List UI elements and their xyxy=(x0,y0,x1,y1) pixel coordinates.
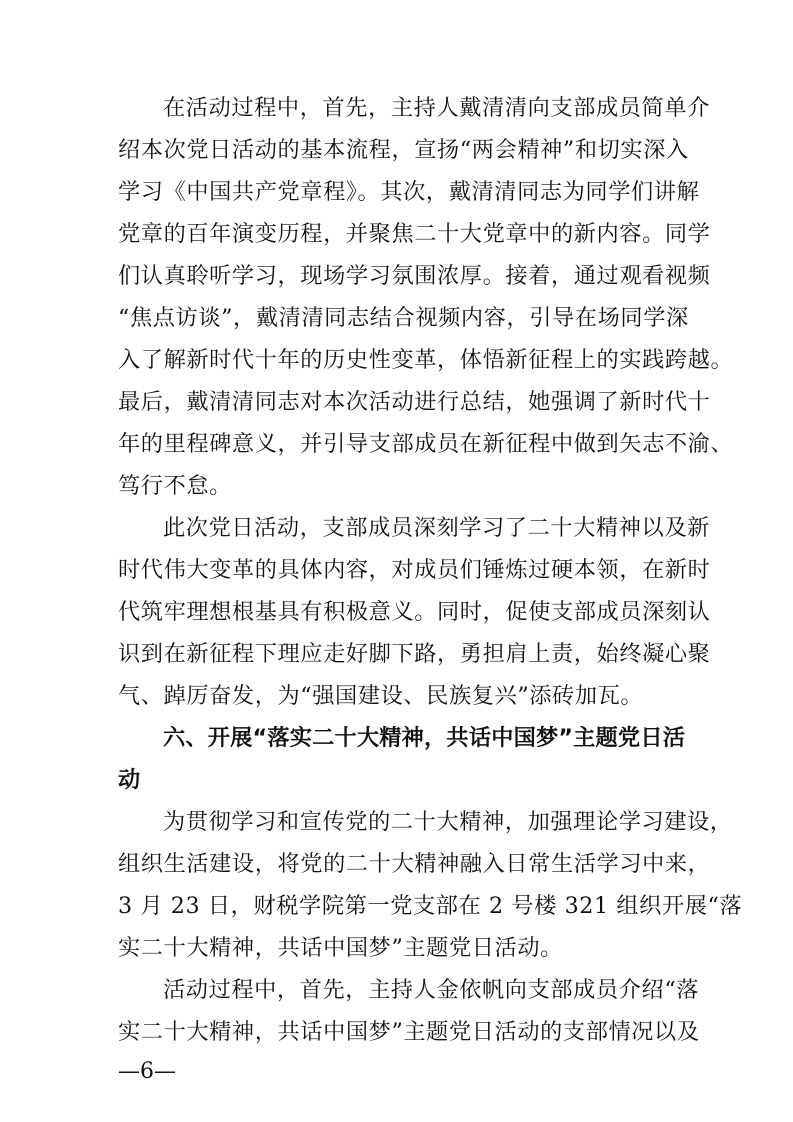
paragraph-4-line-2: 实二十大精神，共话中国梦”主题党日活动的支部情况以及 xyxy=(118,1019,700,1045)
paragraph-1-line-5: 们认真聆听学习，现场学习氛围浓厚。接着，通过观看视频 xyxy=(118,263,711,289)
paragraph-1-line-10: 笃行不怠。 xyxy=(118,473,232,499)
paragraph-3-line-4: 实二十大精神，共话中国梦”主题党日活动。 xyxy=(118,935,563,961)
paragraph-1-line-4: 党章的百年演变历程，并聚焦二十大党章中的新内容。同学 xyxy=(118,221,711,247)
paragraph-2-line-2: 时代伟大变革的具体内容，对成员们锤炼过硬本领，在新时 xyxy=(118,557,711,583)
paragraph-3-line-2: 组织生活建设，将党的二十大精神融入日常生活学习中来， xyxy=(118,851,711,877)
paragraph-2-line-5: 气、踔厉奋发，为“强国建设、民族复兴”添砖加瓦。 xyxy=(118,683,644,709)
paragraph-1-line-8: 最后，戴清清同志对本次活动进行总结，她强调了新时代十 xyxy=(118,389,711,415)
paragraph-3-line-1: 为贯彻学习和宣传党的二十大精神，加强理论学习建设， xyxy=(163,809,733,835)
paragraph-1-line-6: “焦点访谈”，戴清清同志结合视频内容，引导在场同学深 xyxy=(118,305,689,331)
paragraph-3-line-3: 3 月 23 日，财税学院第一党支部在 2 号楼 321 组织开展“落 xyxy=(118,893,743,919)
paragraph-2-line-4: 识到在新征程下理应走好脚下路，勇担肩上责，始终凝心聚 xyxy=(118,641,711,667)
paragraph-2-line-3: 代筑牢理想根基具有积极意义。同时，促使支部成员深刻认 xyxy=(118,599,711,625)
section-heading-line-1: 六、开展“落实二十大精神，共话中国梦”主题党日活 xyxy=(163,725,686,751)
paragraph-1-line-7: 入了解新时代十年的历史性变革，体悟新征程上的实践跨越。 xyxy=(118,347,734,373)
section-heading-line-2: 动 xyxy=(118,767,141,793)
paragraph-1-line-1: 在活动过程中，首先，主持人戴清清向支部成员简单介 xyxy=(163,95,710,121)
paragraph-1-line-9: 年的里程碑意义，并引导支部成员在新征程中做到矢志不渝、 xyxy=(118,431,734,457)
paragraph-1-line-3: 学习《中国共产党章程》。其次，戴清清同志为同学们讲解 xyxy=(118,179,700,205)
paragraph-2-line-1: 此次党日活动，支部成员深刻学习了二十大精神以及新 xyxy=(163,515,710,541)
paragraph-4-line-1: 活动过程中，首先，主持人金依帆向支部成员介绍“落 xyxy=(163,977,700,1003)
paragraph-1-line-2: 绍本次党日活动的基本流程，宣扬“两会精神”和切实深入 xyxy=(118,137,689,163)
page-number: —6— xyxy=(118,1059,176,1084)
